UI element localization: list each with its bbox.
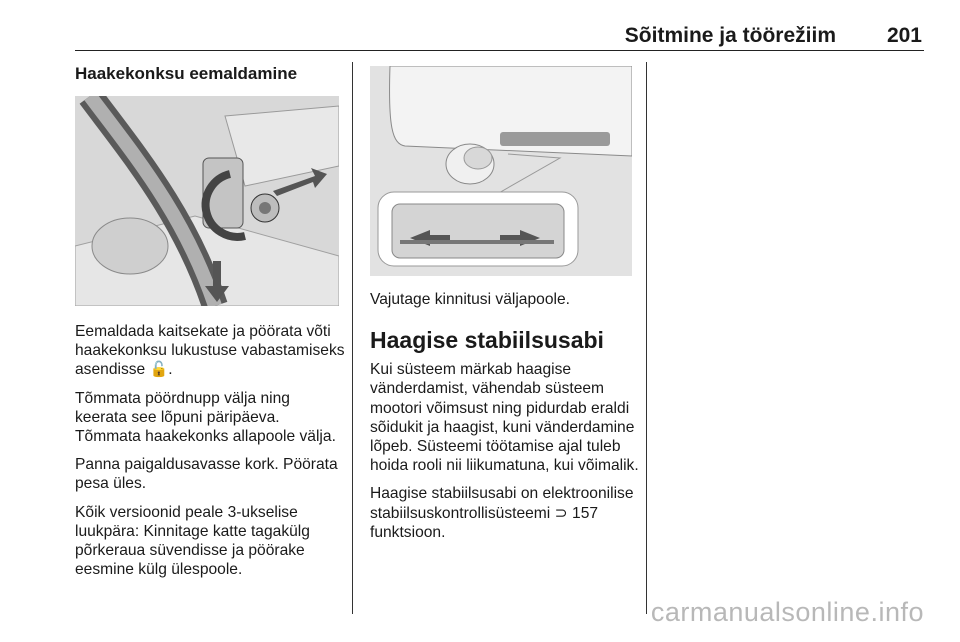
chapter-title: Sõitmine ja töörežiim xyxy=(624,24,836,47)
tow-hitch-illustration xyxy=(75,96,339,306)
reference-text: Haagise stabiilsusabi on elektroonilise stabiilsuskontrollisüsteemi xyxy=(370,485,634,522)
reference-tail: funktsioon. xyxy=(370,523,446,541)
section-heading-trailer-stability: Haagise stabiilsusabi xyxy=(370,327,604,354)
bumper-cover-illustration xyxy=(370,66,632,276)
page-number: 201 xyxy=(886,24,922,47)
column-divider xyxy=(352,62,353,614)
figure-caption: Vajutage kinnitusi väljapoole. xyxy=(370,291,570,308)
period: . xyxy=(168,361,173,379)
paragraph-reference xyxy=(370,484,642,542)
bumper-drawing xyxy=(370,66,632,276)
tow-hitch-drawing xyxy=(75,96,339,306)
left-column-text xyxy=(75,322,345,588)
paragraph-text: Eemaldada kaitsekate ja pöörata võti haakekonksu lukustuse vabastamiseks asendisse xyxy=(75,323,345,379)
paragraph: Kui süsteem märkab haagise vänderdamist, vähendab süsteem mootori võimsust ning pidurdab eraldi sõidukit ja haagist, kuni vänderdamine lõpeb. Süsteemi töötamise ajal tuleb hoida rooli nii liikumatuna, kui võimalik. xyxy=(370,361,639,475)
paragraph: Panna paigaldusavasse kork. Pöörata pesa üles. xyxy=(75,456,338,493)
unlock-icon: 🔓 xyxy=(149,361,169,379)
paragraph: Tõmmata pöördnupp välja ning keerata see lõpuni päripäeva. Tõmmata haakekonks allapoole välja. xyxy=(75,389,336,446)
paragraph xyxy=(75,322,345,380)
page-reference-arrow-icon: ⊃ xyxy=(554,504,568,522)
watermark: carmanualsonline.info xyxy=(650,597,924,627)
column-divider xyxy=(646,62,647,614)
section-heading-hitch-removal: Haakekonksu eemaldamine xyxy=(75,64,298,83)
page-reference-link[interactable]: 157 xyxy=(572,504,599,522)
right-column-text xyxy=(370,290,642,551)
page-header xyxy=(75,20,924,51)
paragraph: Kõik versioonid peale 3-ukselise luukpära: Kinnitage katte tagakülg põrkeraua süvendisse ja pöörake eesmine külg ülespoole. xyxy=(75,503,310,579)
